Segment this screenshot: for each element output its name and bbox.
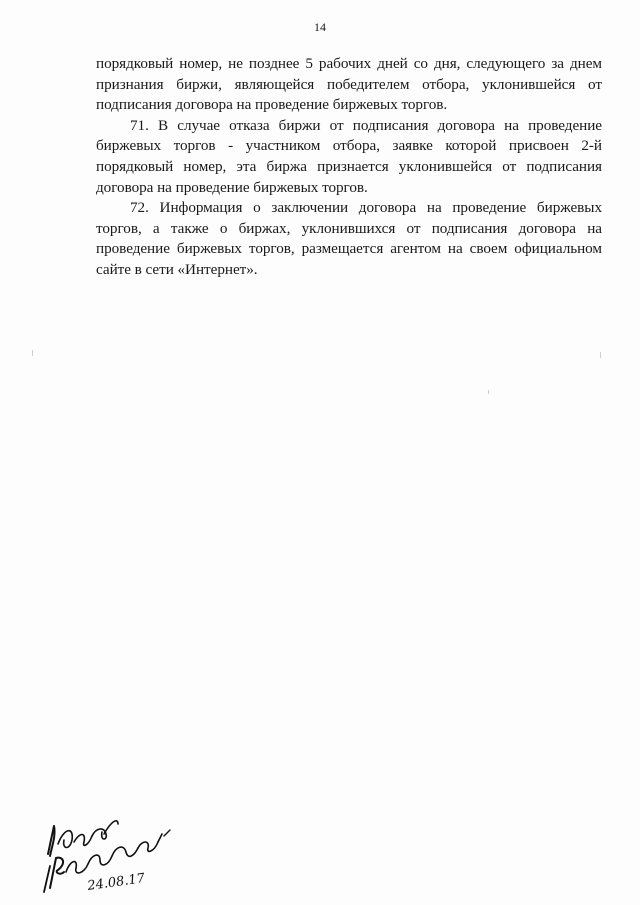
signature-date: 24.08.17 [86, 871, 146, 894]
document-body [96, 54, 602, 281]
paragraph-continuation: порядковый номер, не позднее 5 рабочих дней со дня, следующего за днем признания биржи, являющейся победителем отбора, уклонившейся от подписания договора на проведение биржевых торгов. [96, 55, 602, 114]
scan-artifact [600, 352, 601, 358]
paragraph-72: 72. Информация о заключении договора на проведение биржевых торгов, а также о биржах, уклонившихся от подписания договора на проведение биржевых торгов, размещается агентом на своем официальном сайте в сети «Интернет». [96, 199, 602, 278]
page-number: 14 [314, 20, 326, 34]
scan-artifact [488, 390, 489, 394]
paragraph-71: 71. В случае отказа биржи от подписания договора на проведение биржевых торгов - участником отбора, заявке которой присвоен 2-й порядковый номер, эта биржа признается уклонившейся от подписания договора на проведение биржевых торгов. [96, 116, 602, 196]
scan-artifact [32, 350, 33, 356]
handwritten-signature [34, 806, 174, 898]
